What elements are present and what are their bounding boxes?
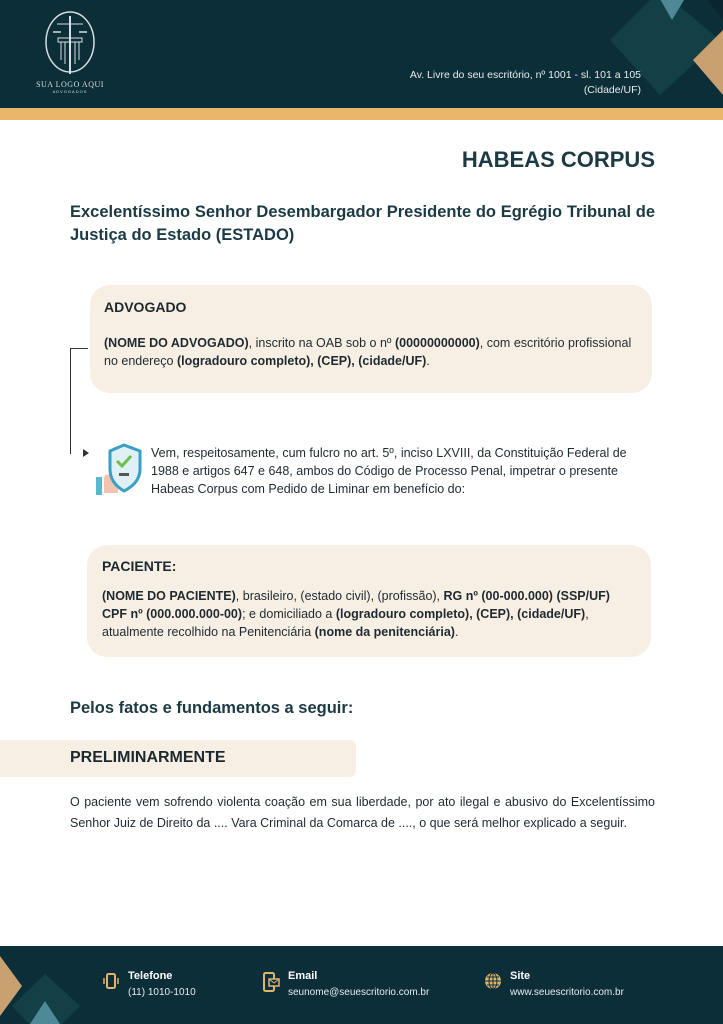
advogado-box <box>90 285 652 393</box>
email-label: Email <box>288 970 318 982</box>
paciente-text: (NOME DO PACIENTE), brasileiro, (estado civil), (profissão), RG nº (00-000.000) (SSP/UF) CPF nº (000.000.000-00); e domiciliado a (logradouro completo), (CEP), (cidade/UF), atualmente recolhido na Penitenciária (nome da penitenciária). <box>102 589 610 639</box>
paciente-box <box>87 545 651 657</box>
arrow-icon <box>83 449 89 457</box>
connector-line <box>70 348 88 454</box>
shield-check-icon <box>94 443 144 497</box>
logo <box>30 10 110 94</box>
advogado-text: (NOME DO ADVOGADO), inscrito na OAB sob o nº (00000000000), com escritório profissional no endereço (logradouro completo), (CEP), (cidade/UF). <box>104 336 632 368</box>
phone-icon <box>102 972 120 990</box>
footer-site <box>510 970 624 998</box>
section-body: O paciente vem sofrendo violenta coação em sua liberdade, por ato ilegal e abusivo do Excelentíssimo Senhor Juiz de Direito da .... Vara Criminal da Comarca de ...., o que será melhor explicado a seguir. <box>70 795 655 830</box>
decorative-diamonds <box>0 946 90 1024</box>
facts-subheading: Pelos fatos e fundamentos a seguir: <box>70 699 354 717</box>
office-address <box>410 68 641 98</box>
address-line-1: Av. Livre do seu escritório, nº 1001 - sl. 101 a 105 <box>409 69 641 81</box>
logo-text: SUA LOGO AQUI <box>36 80 104 89</box>
phone-label: Telefone <box>128 970 173 982</box>
section-title: PRELIMINARMENTE <box>0 740 356 777</box>
email-value[interactable]: seunome@seuescritorio.com.br <box>288 987 430 998</box>
addressee-heading: Excelentíssimo Senhor Desembargador Presidente do Egrégio Tribunal de Justiça do Estado (ESTADO) <box>70 203 655 244</box>
globe-icon <box>484 972 502 990</box>
paciente-heading: PACIENTE: <box>102 558 177 574</box>
intro-paragraph: Vem, respeitosamente, cum fulcro no art. 5º, inciso LXVIII, da Constituição Federal de 1988 e artigos 647 e 648, ambos do Código de Processo Penal, impetrar o presente Habeas Corpus com Pedido de Liminar em benefício do: <box>151 446 627 496</box>
site-value[interactable]: www.seuescritorio.com.br <box>510 987 624 998</box>
footer <box>0 946 723 1024</box>
footer-email <box>288 970 429 998</box>
footer-phone <box>128 970 196 998</box>
advogado-heading: ADVOGADO <box>104 299 187 315</box>
accent-bar <box>0 108 723 120</box>
site-label: Site <box>510 970 531 982</box>
phone-value[interactable]: (11) 1010-1010 <box>128 987 196 998</box>
logo-subtext: ADVOGADOS <box>52 89 88 94</box>
document-title: HABEAS CORPUS <box>461 147 655 172</box>
email-icon <box>262 972 280 992</box>
header <box>0 0 723 108</box>
scales-sword-logo-icon <box>43 10 97 78</box>
address-line-2: (Cidade/UF) <box>583 84 641 96</box>
